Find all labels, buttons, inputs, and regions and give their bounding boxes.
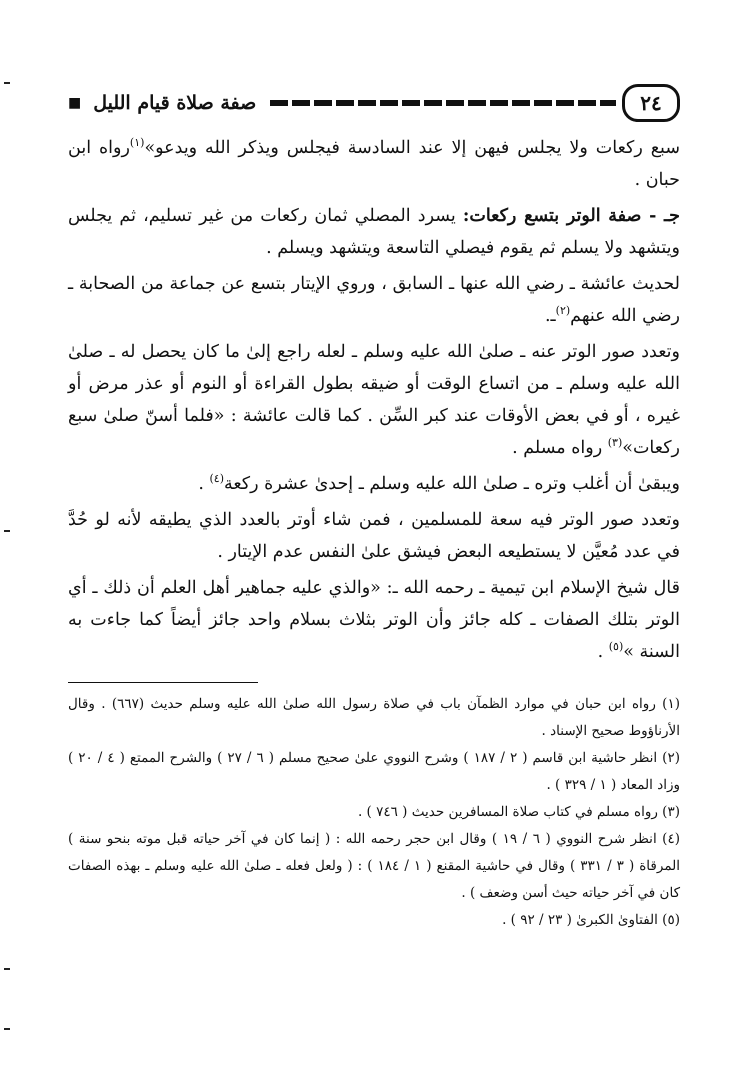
footnote: (٤) انظر شرح النووي ( ٦ / ١٩ ) وقال ابن حجر رحمه الله : ( إنما كان في آخر حياته قبل موته بنحو سنة ) المرقاة ( ٣ / ٣٣١ ) وقال في حاشية المقنع ( ١ / ١٨٤ ) : ( ولعل فعله ـ صلىٰ الله عليه وسلم ـ بهذه الصفات كان في آخر حياته حيث أسن وضعف ) . bbox=[68, 831, 680, 901]
book-page bbox=[68, 80, 680, 934]
margin-mark bbox=[4, 82, 10, 84]
margin-mark bbox=[4, 530, 10, 532]
footnote-ref: (٣) bbox=[607, 436, 623, 450]
footnotes bbox=[68, 691, 680, 934]
section-lead: جـ - صفة الوتر بتسع ركعات: bbox=[462, 206, 680, 226]
paragraph: جـ - صفة الوتر بتسع ركعات: يسرد المصلي ثمان ركعات من غير تسليم، ثم يجلس ويتشهد ولا يسلم ثم يقوم فيصلي التاسعة ويتشهد ويسلم . bbox=[68, 206, 680, 258]
running-title: صفة صلاة قيام الليل bbox=[93, 92, 257, 114]
header-rule bbox=[270, 100, 616, 106]
main-text bbox=[68, 132, 680, 668]
footnote-ref: (٢) bbox=[555, 304, 571, 318]
margin-mark bbox=[4, 1028, 10, 1030]
footnote: (٢) انظر حاشية ابن قاسم ( ٢ / ١٨٧ ) وشرح النووي علىٰ صحيح مسلم ( ٦ / ٢٧ ) والشرح الممتع ( ٤ / ٢٠ ) وزاد المعاد ( ١ / ٣٢٩ ) . bbox=[68, 750, 680, 793]
paragraph: قال شيخ الإسلام ابن تيمية ـ رحمه الله ـ: «والذي عليه جماهير أهل العلم أن ذلك ـ أي الوتر بتلك الصفات ـ كله جائز وأن الوتر بثلاث بسلام واحد جائز أيضاً كما جاءت به السنة »$^{(٥)}$ . bbox=[68, 578, 680, 662]
footnote-ref: (٤) bbox=[209, 472, 224, 486]
paragraph: لحديث عائشة ـ رضي الله عنها ـ السابق ، وروي الإيتار بتسع عن جماعة من الصحابة ـ رضي الله عنهم$^{(٢)}$ـ. bbox=[68, 274, 680, 326]
footnote: (٣) رواه مسلم في كتاب صلاة المسافرين حديث ( ٧٤٦ ) . bbox=[357, 804, 680, 820]
paragraph: وتعدد صور الوتر عنه ـ صلىٰ الله عليه وسلم ـ لعله راجع إلىٰ ما كان يحصل له ـ صلىٰ الله عليه وسلم ـ من اتساع الوقت أو ضيقه بطول القراءة أو النوم أو عذر مرض أو غيره ، أو في بعض الأوقات عند كبر السِّن . كما قالت عائشة : «فلما أسنّ صلىٰ سبع ركعات»$^{(٣)}$ رواه مسلم . bbox=[68, 342, 680, 458]
page-number: ٢٤ bbox=[622, 84, 680, 122]
footnote: (١) رواه ابن حبان في موارد الظمآن باب في صلاة رسول الله صلىٰ الله عليه وسلم حديث (٦٦٧) . وقال الأرناؤوط صحيح الإسناد . bbox=[68, 696, 680, 739]
footnote: (٥) الفتاوىٰ الكبرىٰ ( ٢٣ / ٩٢ ) . bbox=[502, 912, 680, 928]
margin-mark bbox=[4, 968, 10, 970]
footnote-ref: (١) bbox=[129, 136, 145, 150]
paragraph: سبع ركعات ولا يجلس فيهن إلا عند السادسة فيجلس ويذكر الله ويدعو»$^{(١)}$رواه ابن حبان . bbox=[68, 136, 680, 190]
paragraph: ويبقىٰ أن أغلب وتره ـ صلىٰ الله عليه وسلم ـ إحدىٰ عشرة ركعة$^{(٤)}$ . bbox=[198, 472, 680, 494]
header-end-ornament: ■ bbox=[68, 95, 82, 111]
running-header bbox=[68, 80, 680, 126]
footnote-separator bbox=[68, 682, 258, 683]
footnote-ref: (٥) bbox=[608, 640, 624, 654]
paragraph: وتعدد صور الوتر فيه سعة للمسلمين ، فمن شاء أوتر بالعدد الذي يطيقه لأنه لو حُدَّ في عدد مُعيَّن لا يستطيعه البعض فيشق علىٰ النفس عدم الإيتار . bbox=[68, 510, 680, 562]
